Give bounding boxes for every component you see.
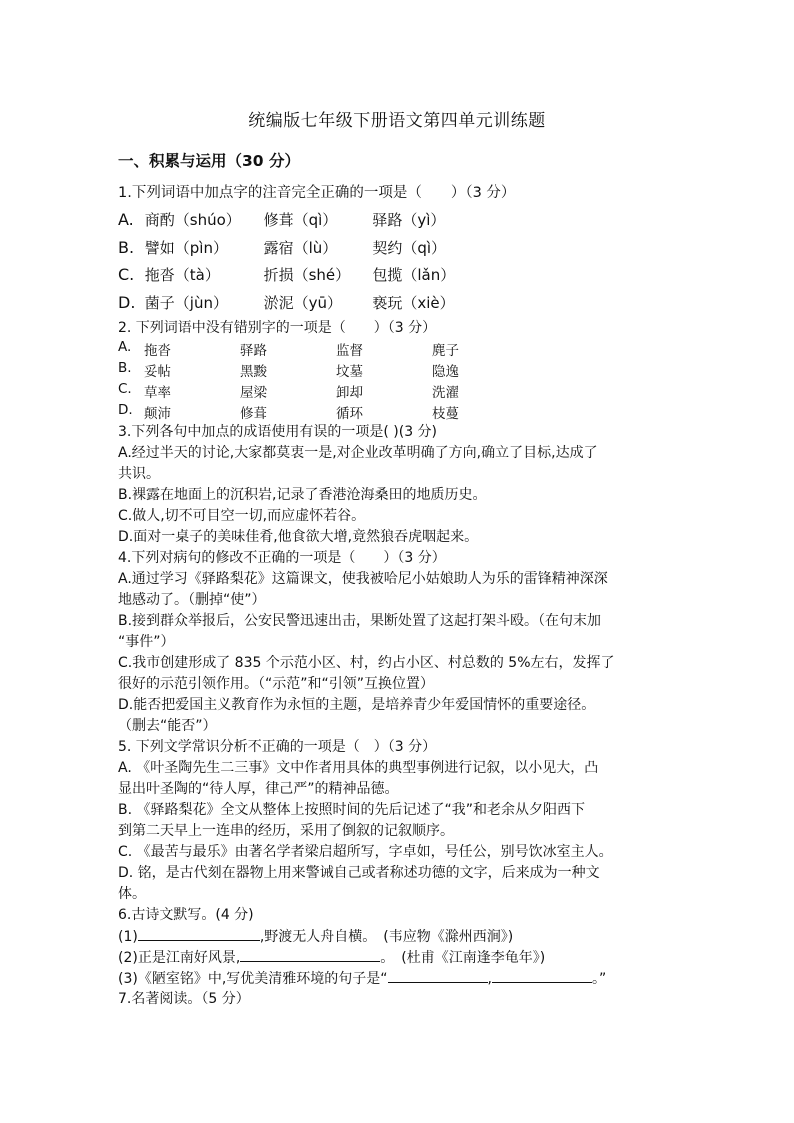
q1-option-b (118, 238, 446, 258)
q6-line-1 (118, 926, 513, 947)
option-word: 修葺（qì） (263, 211, 338, 229)
option-letter: B. (118, 238, 135, 257)
q5-line: 到第二天早上一连串的经历，采用了倒叙的记叙顺序。 (118, 823, 454, 839)
option-word: 折损（shé） (263, 266, 351, 284)
item-number: (1) (118, 929, 138, 945)
q4-line: 很好的示范引领作用。（“示范”和“引领”互换位置） (118, 676, 435, 692)
q4-line: D.能否把爱国主义教育作为永恒的主题，是培养青少年爱国情怀的重要途径。 (118, 697, 596, 713)
option-word: 洗濯 (432, 385, 459, 401)
option-word: 譬如（pìn） (144, 239, 228, 257)
option-letter: C. (118, 381, 132, 397)
option-word: 颠沛 (144, 406, 171, 422)
q1-option-d (118, 293, 455, 313)
option-letter: D. (118, 402, 133, 418)
q1-option-c (118, 265, 455, 285)
q5-line: C. 《最苦与最乐》由著名学者梁启超所写，字卓如，号任公，别号饮冰室主人。 (118, 844, 613, 860)
line-text: 。 (杜甫《江南逢李龟年》) (380, 950, 546, 966)
q7-stem: 7.名著阅读。（5 分） (118, 991, 250, 1007)
q6-stem: 6.古诗文默写。(4 分) (118, 907, 254, 923)
q4-line: 地感动了。（删掉“使”） (118, 592, 266, 608)
q4-line: “事件”） (118, 634, 175, 650)
option-word: 菌子（jùn） (144, 294, 228, 312)
option-word: 草率 (144, 385, 171, 401)
q3-line: 共识。 (118, 466, 160, 482)
q5-stem: 5. 下列文学常识分析不正确的一项是（ ）（3 分） (118, 739, 437, 755)
option-word: 卸却 (336, 385, 363, 401)
option-word: 商酌（shúo） (144, 211, 241, 229)
q4-line: （删去“能否”） (118, 718, 217, 734)
option-word: 循环 (336, 406, 363, 422)
option-word: 淤泥（yū） (263, 294, 342, 312)
option-letter: C. (118, 265, 135, 284)
q3-line: D.面对一桌子的美味佳肴,他食欲大增,竟然狼吞虎咽起来。 (118, 529, 479, 545)
option-word: 拖沓（tà） (144, 266, 220, 284)
q5-line: 体。 (118, 886, 146, 902)
section-heading: 一、积累与运用（30 分） (118, 152, 300, 170)
option-word: 包揽（lǎn） (372, 266, 456, 284)
option-word: 拖沓 (144, 343, 171, 359)
page-title: 统编版七年级下册语文第四单元训练题 (248, 111, 546, 131)
q3-line: C.做人,切不可目空一切,而应虚怀若谷。 (118, 508, 366, 524)
line-text: 。” (592, 971, 607, 987)
line-text: , (487, 971, 492, 987)
q3-stem: 3.下列各句中加点的成语使用有误的一项是( )(3 分) (118, 424, 438, 440)
q5-line: D. 铭，是古代刻在器物上用来警诫自己或者称述功德的文字，后来成为一种文 (118, 865, 600, 881)
option-word: 隐逸 (432, 364, 459, 380)
option-word: 麂子 (432, 343, 459, 359)
q4-line: A.通过学习《驿路梨花》这篇课文，使我被哈尼小姑娘助人为乐的雷锋精神深深 (118, 571, 608, 587)
answer-blank[interactable] (138, 926, 260, 941)
q2-stem: 2. 下列词语中没有错别字的一项是（ ）（3 分） (118, 320, 437, 336)
option-word: 契约（qì） (372, 239, 447, 257)
option-word: 驿路 (240, 343, 267, 359)
q5-line: 显出叶圣陶的“待人厚，律己严”的精神品德。 (118, 781, 399, 797)
option-word: 屋梁 (240, 385, 267, 401)
answer-blank[interactable] (240, 947, 380, 962)
option-word: 修葺 (240, 406, 267, 422)
q6-line-2 (118, 947, 545, 968)
option-word: 坟墓 (336, 364, 363, 380)
q5-line: A. 《叶圣陶先生二三事》文中作者用具体的典型事例进行记叙，以小见大，凸 (118, 760, 599, 776)
option-word: 驿路（yì） (372, 211, 446, 229)
q1-option-a (118, 210, 445, 230)
option-word: 露宿（lù） (263, 239, 338, 257)
answer-blank[interactable] (388, 968, 488, 983)
q6-line-3 (118, 968, 606, 989)
q1-stem: 1.下列词语中加点字的注音完全正确的一项是（ ）（3 分） (118, 185, 516, 201)
option-word: 妥帖 (144, 364, 171, 380)
q4-line: B.接到群众举报后，公安民警迅速出击，果断处置了这起打架斗殴。（在句末加 (118, 613, 602, 629)
option-letter: A. (118, 210, 134, 229)
line-text: (3)《陋室铭》中,写优美清雅环境的句子是“ (118, 971, 388, 987)
option-word: 枝蔓 (432, 406, 459, 422)
q4-stem: 4.下列对病句的修改不正确的一项是（ ）（3 分） (118, 550, 446, 566)
option-letter: B. (118, 360, 132, 376)
q5-line: B. 《驿路梨花》全文从整体上按照时间的先后记述了“我”和老余从夕阳西下 (118, 802, 586, 818)
q4-line: C.我市创建形成了 835 个示范小区、村，约占小区、村总数的 5%左右，发挥了 (118, 655, 615, 671)
q3-line: A.经过半天的讨论,大家都莫衷一是,对企业改革明确了方向,确立了目标,达成了 (118, 445, 598, 461)
line-text: ,野渡无人舟自横。 (韦应物《滁州西涧》) (259, 929, 514, 945)
option-letter: D. (118, 293, 136, 312)
line-text: (2)正是江南好风景, (118, 950, 241, 966)
q3-line: B.裸露在地面上的沉积岩,记录了香港沧海桑田的地质历史。 (118, 487, 487, 503)
option-word: 亵玩（xiè） (372, 294, 455, 312)
option-word: 监督 (336, 343, 363, 359)
option-word: 黑黢 (240, 364, 267, 380)
answer-blank[interactable] (492, 968, 592, 983)
option-letter: A. (118, 339, 132, 355)
